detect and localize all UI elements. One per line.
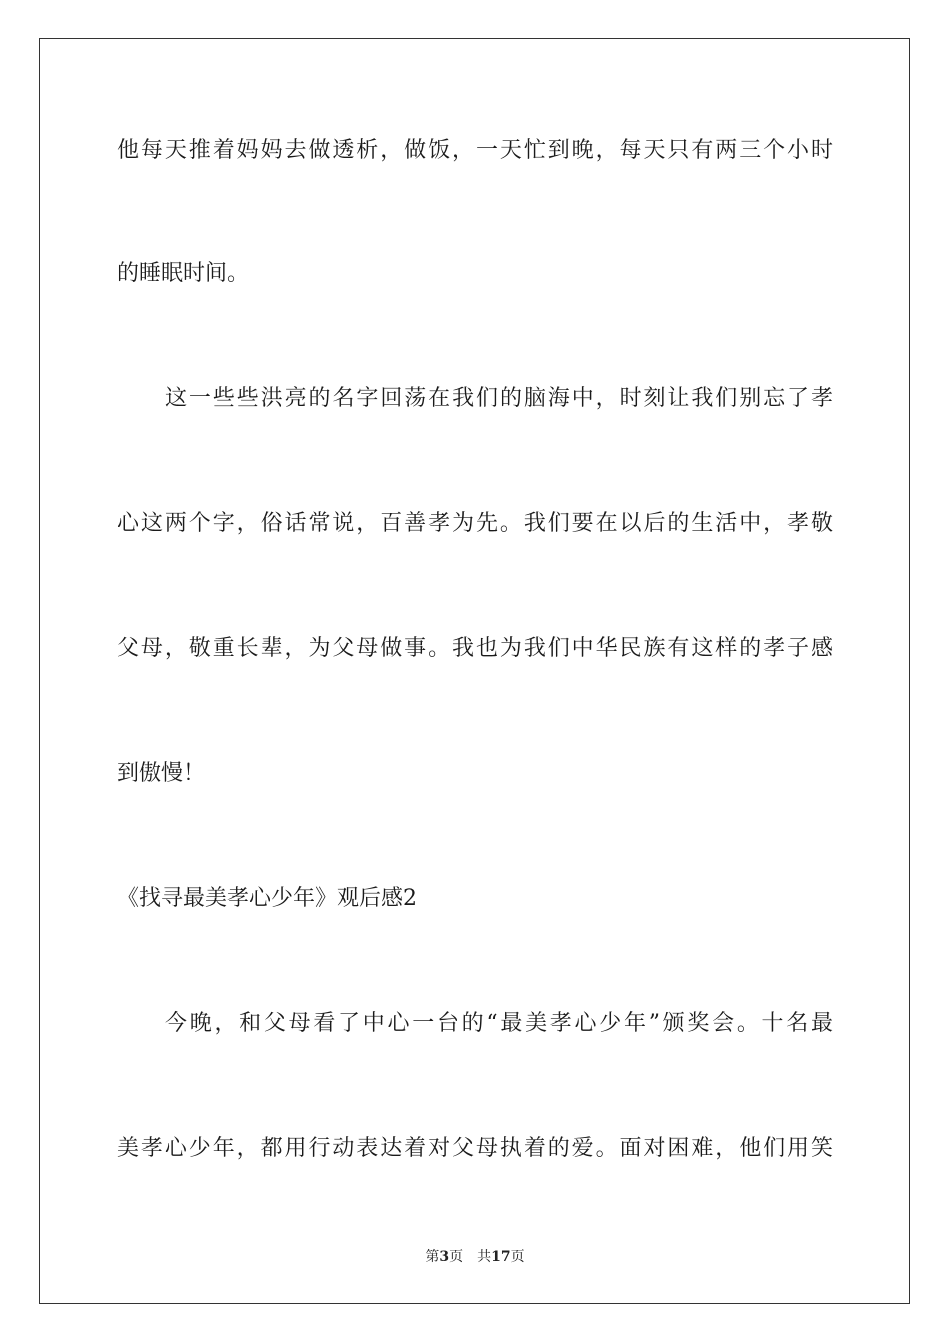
footer-total-pages: 17	[491, 1249, 511, 1265]
footer-page-suffix: 页	[449, 1249, 464, 1265]
paragraph-3-line-1: 今晚，和父母看了中心一台的“最美孝心少年”颁奖会。十名最	[165, 1011, 833, 1036]
footer-page-prefix: 第	[425, 1249, 440, 1265]
footer-total-prefix: 共	[477, 1249, 492, 1265]
footer-total-suffix: 页	[510, 1249, 525, 1265]
body-line-1: 他每天推着妈妈去做透析，做饭，一天忙到晚，每天只有两三个小时	[117, 138, 833, 163]
page-border	[39, 38, 910, 1304]
footer-page-number: 3	[439, 1249, 450, 1265]
page-footer	[0, 1247, 950, 1267]
paragraph-2-line-1: 这一些些洪亮的名字回荡在我们的脑海中，时刻让我们别忘了孝	[165, 386, 833, 411]
paragraph-3-line-2: 美孝心少年，都用行动表达着对父母执着的爱。面对困难，他们用笑	[117, 1136, 833, 1161]
paragraph-2-line-2: 心这两个字，俗话常说，百善孝为先。我们要在以后的生活中，孝敬	[117, 511, 833, 536]
paragraph-2-line-3: 父母，敬重长辈，为父母做事。我也为我们中华民族有这样的孝子感	[117, 636, 833, 661]
body-line-2: 的睡眠时间。	[117, 261, 250, 286]
section-heading: 《找寻最美孝心少年》观后感2	[117, 886, 417, 911]
paragraph-2-line-4: 到傲慢！	[117, 761, 206, 786]
